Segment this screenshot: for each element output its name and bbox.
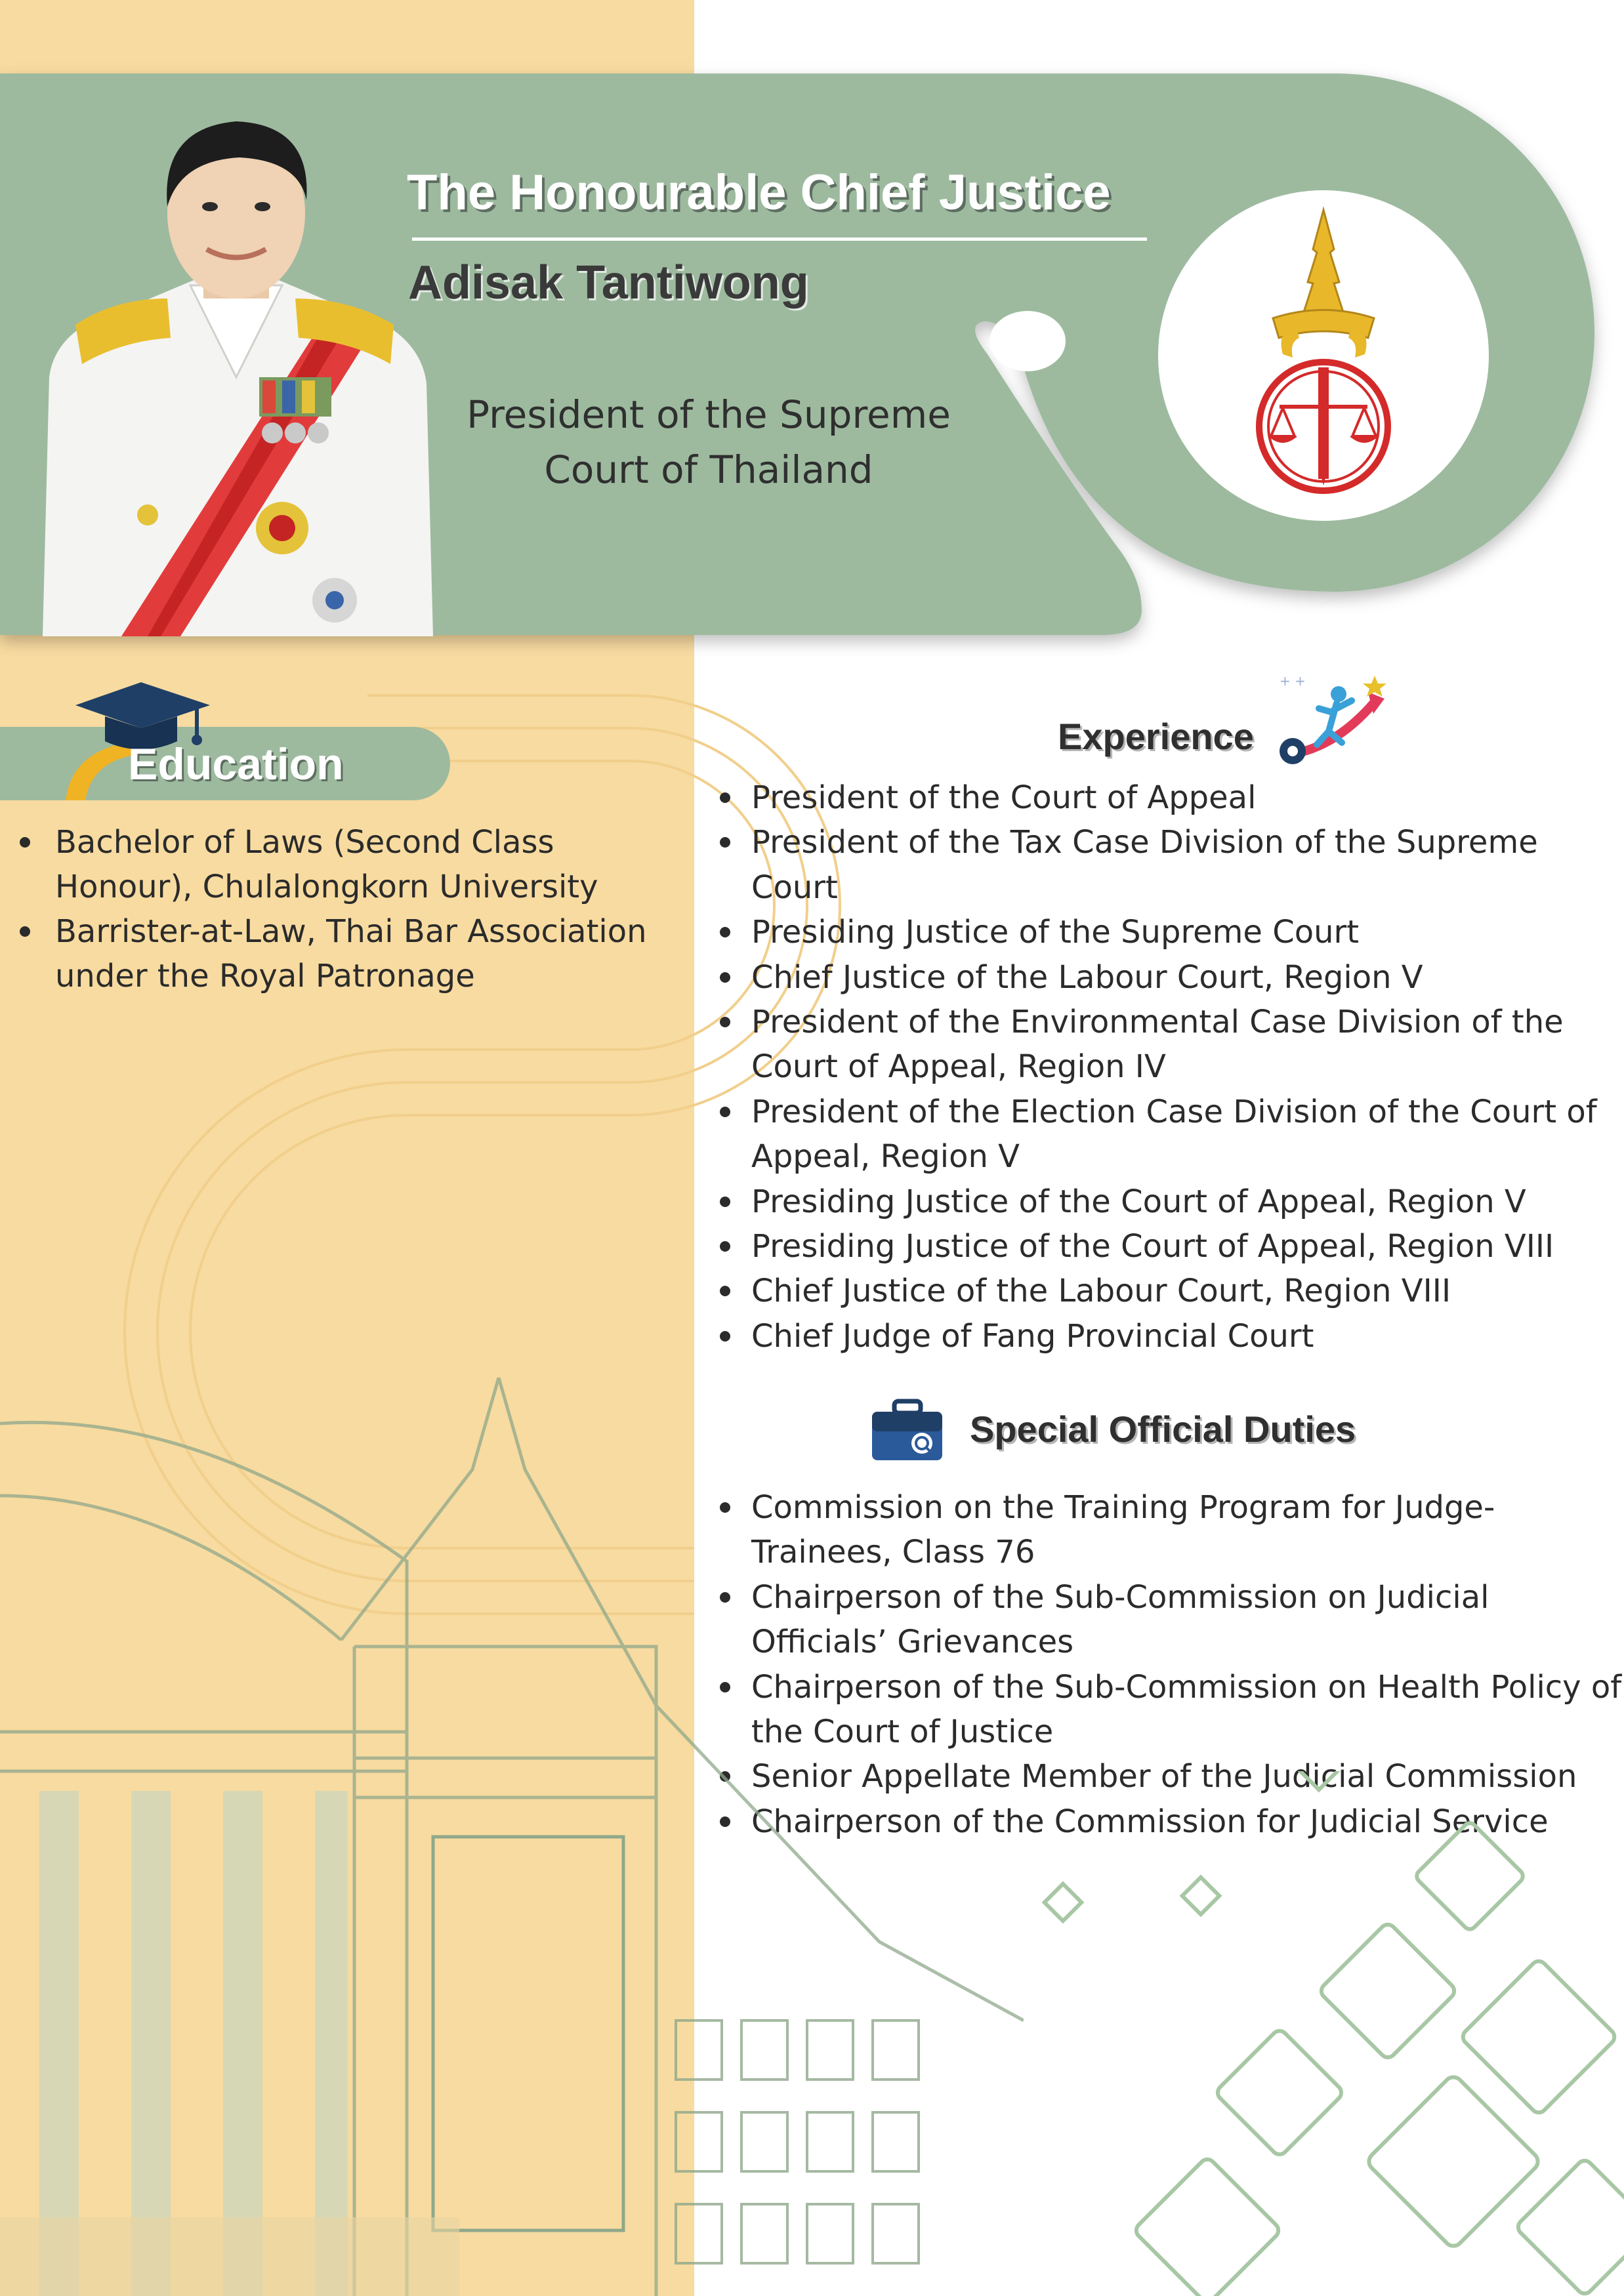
education-list [0, 820, 682, 998]
list-item: Commission on the Training Program for Judge-Trainees, Class 76 [712, 1485, 1624, 1575]
title-divider [412, 237, 1147, 241]
list-item: Presiding Justice of the Court of Appeal, Region VIII [712, 1224, 1624, 1269]
list-item: President of the Court of Appeal [712, 775, 1624, 820]
justice-position [420, 387, 997, 497]
list-item: President of the Election Case Division of the Court of Appeal, Region V [712, 1090, 1624, 1179]
list-item: President of the Tax Case Division of the Supreme Court [712, 820, 1624, 910]
list-item: Bachelor of Laws (Second Class Honour), Chulalongkorn University [0, 820, 682, 909]
court-of-justice-emblem [1158, 190, 1489, 522]
courthouse-illustration [0, 1364, 1024, 2296]
list-item: Chairperson of the Sub-Commission on Judicial Officials’ Grievances [712, 1575, 1624, 1665]
decorative-diamond-pattern [1024, 1771, 1624, 2296]
list-item: Presiding Justice of the Court of Appeal, Region V [712, 1179, 1624, 1224]
portrait-image [36, 102, 436, 636]
list-item: Chief Justice of the Labour Court, Region VIII [712, 1269, 1624, 1313]
climbing-success-icon [1276, 669, 1388, 774]
list-item: Barrister-at-Law, Thai Bar Association under the Royal Patronage [0, 909, 682, 998]
position-line-1: President of the Supreme [467, 392, 951, 437]
experience-list [712, 775, 1624, 1359]
list-item: President of the Environmental Case Division of the Court of Appeal, Region IV [712, 1000, 1624, 1090]
svg-text:+ +: + + [1280, 673, 1306, 689]
list-item: Chief Judge of Fang Provincial Court [712, 1314, 1624, 1359]
special-duties-heading: Special Official Duties [970, 1408, 1356, 1450]
experience-heading: Experience [1058, 716, 1254, 757]
education-heading: Education [128, 739, 344, 789]
list-item: Chairperson of the Commission for Judicial Service [712, 1799, 1624, 1844]
justice-name: Adisak Tantiwong [408, 256, 809, 309]
position-line-2: Court of Thailand [544, 447, 873, 493]
list-item: Chief Justice of the Labour Court, Region V [712, 955, 1624, 1000]
list-item: Senior Appellate Member of the Judicial Commission [712, 1754, 1624, 1799]
list-item: Chairperson of the Sub-Commission on Health Policy of the Court of Justice [712, 1665, 1624, 1755]
list-item: Presiding Justice of the Supreme Court [712, 910, 1624, 954]
header-title: The Honourable Chief Justice [407, 165, 1111, 220]
